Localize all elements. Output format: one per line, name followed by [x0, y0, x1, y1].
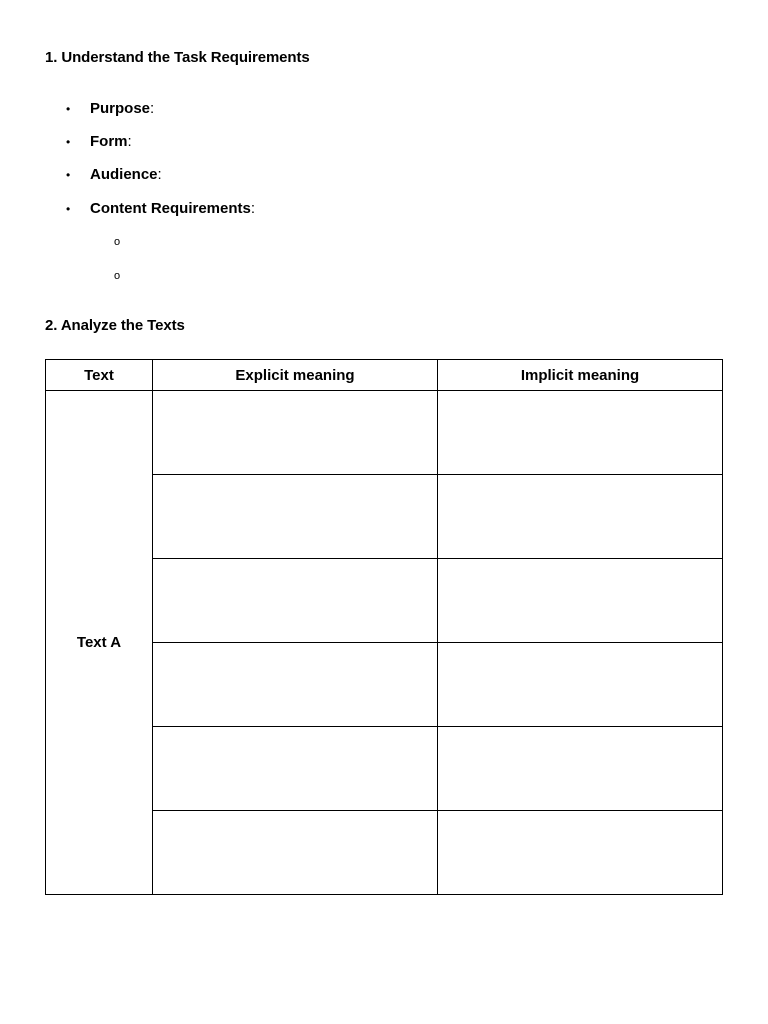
audience-colon: :: [157, 166, 162, 183]
explicit-meaning-cell[interactable]: [153, 391, 438, 475]
form-colon: :: [127, 133, 132, 150]
purpose-colon: :: [150, 100, 155, 117]
implicit-meaning-cell[interactable]: [438, 559, 723, 643]
audience-label: Audience: [90, 166, 158, 183]
purpose-label: Purpose: [90, 100, 151, 117]
list-item-content-requirements: [66, 199, 255, 219]
implicit-meaning-cell[interactable]: [438, 727, 723, 811]
list-item-audience: [66, 165, 162, 185]
column-header-implicit-meaning: Implicit meaning: [438, 360, 723, 391]
table-header-row: [46, 360, 723, 391]
bullet-icon: •: [66, 202, 71, 216]
bullet-icon: •: [66, 135, 71, 149]
content-requirements-label: Content Requirements: [90, 200, 251, 217]
content-requirements-colon: :: [250, 200, 256, 217]
bullet-icon: •: [66, 168, 71, 182]
explicit-meaning-cell[interactable]: [153, 727, 438, 811]
list-item-form: [66, 132, 132, 152]
explicit-meaning-cell[interactable]: [153, 559, 438, 643]
sub-bullet-icon: o: [114, 270, 121, 282]
bullet-icon: •: [66, 102, 71, 116]
explicit-meaning-cell[interactable]: [153, 643, 438, 727]
section-heading-task-requirements: 1. Understand the Task Requirements: [45, 49, 310, 66]
implicit-meaning-cell[interactable]: [438, 475, 723, 559]
section-heading-analyze-texts: 2. Analyze the Texts: [45, 317, 185, 334]
implicit-meaning-cell[interactable]: [438, 811, 723, 895]
column-header-text: Text: [46, 360, 153, 391]
implicit-meaning-cell[interactable]: [438, 391, 723, 475]
list-item-purpose: [66, 99, 154, 119]
explicit-meaning-cell[interactable]: [153, 475, 438, 559]
row-label-text-a: Text A: [46, 391, 153, 895]
column-header-explicit-meaning: Explicit meaning: [153, 360, 438, 391]
form-label: Form: [90, 133, 128, 150]
table-row: [46, 391, 723, 475]
sub-bullet-icon: o: [114, 236, 121, 248]
explicit-meaning-cell[interactable]: [153, 811, 438, 895]
implicit-meaning-cell[interactable]: [438, 643, 723, 727]
analysis-table: [45, 359, 723, 895]
